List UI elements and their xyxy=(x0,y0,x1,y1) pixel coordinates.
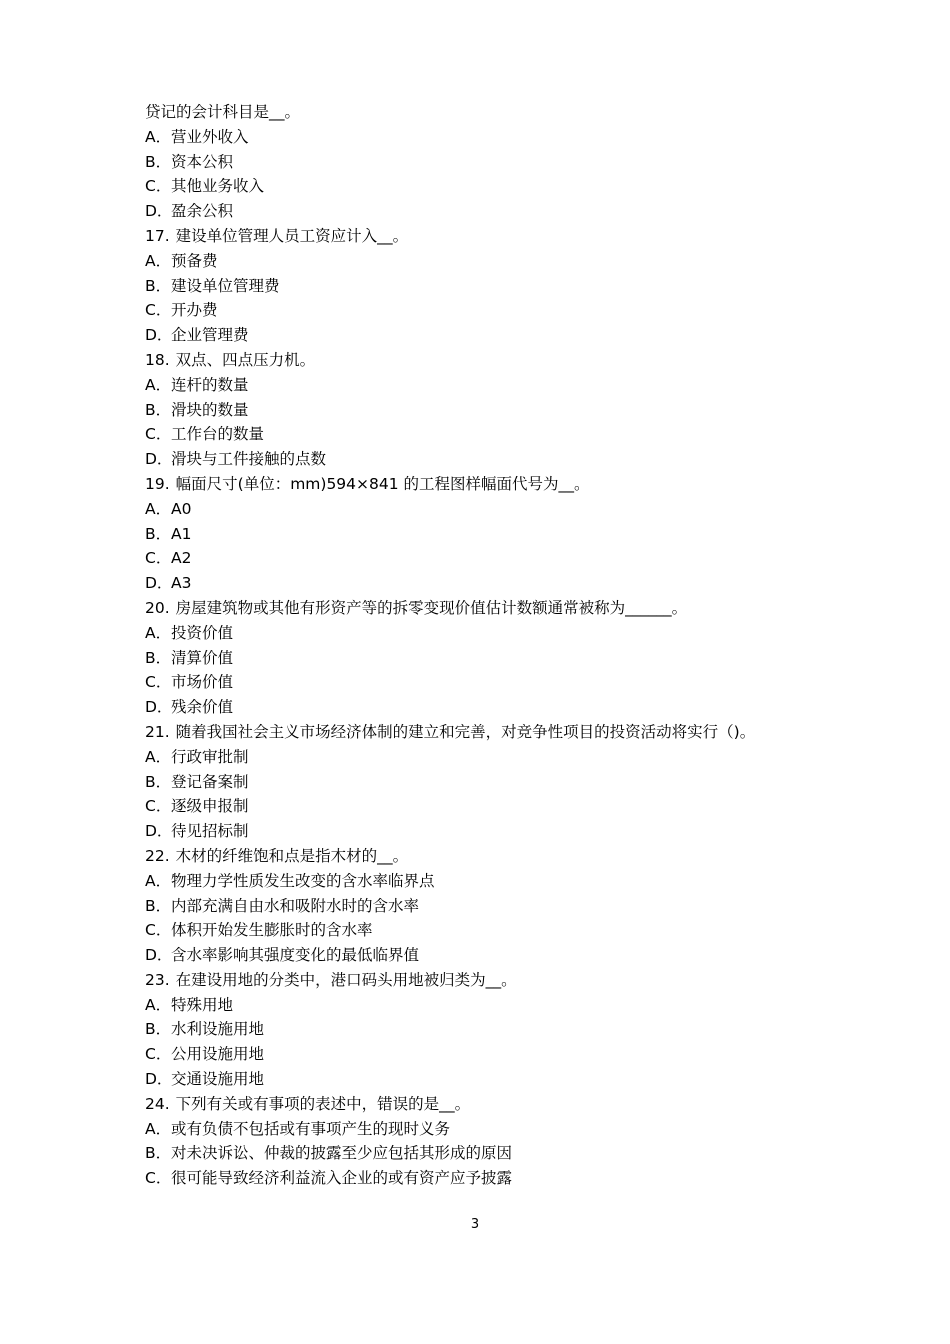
page-number: 3 xyxy=(470,1217,480,1232)
answer-option xyxy=(145,1166,825,1191)
option-text: 内部充满自由水和吸附水时的含水率 xyxy=(171,896,420,915)
option-text: 营业外收入 xyxy=(171,127,249,146)
option-text: 对未决诉讼、仲裁的披露至少应包括其形成的原因 xyxy=(171,1144,513,1163)
option-text: 登记备案制 xyxy=(171,772,249,791)
answer-option xyxy=(145,894,825,919)
option-letter: A． xyxy=(145,127,172,146)
answer-option xyxy=(145,546,825,571)
option-text: 物理力学性质发生改变的含水率临界点 xyxy=(171,871,435,890)
question-stem xyxy=(145,968,825,993)
option-text: 盈余公积 xyxy=(171,202,234,221)
option-text: 公用设施用地 xyxy=(171,1045,265,1064)
option-text: A1 xyxy=(171,524,192,543)
answer-option xyxy=(145,1017,825,1042)
option-text: A3 xyxy=(171,574,192,593)
question-text: 下列有关或有事项的表述中，错误的是__。 xyxy=(175,1094,471,1113)
answer-option xyxy=(145,621,825,646)
option-text: A0 xyxy=(171,499,192,518)
option-text: 清算价值 xyxy=(171,648,234,667)
option-text: 投资价值 xyxy=(171,623,234,642)
option-text: A2 xyxy=(171,549,192,568)
option-text: 开办费 xyxy=(171,301,218,320)
answer-option xyxy=(145,298,825,323)
answer-option xyxy=(145,373,825,398)
option-letter: A． xyxy=(145,499,172,518)
answer-option xyxy=(145,646,825,671)
answer-option xyxy=(145,943,825,968)
question-number: 20. xyxy=(145,598,170,617)
option-letter: A． xyxy=(145,375,172,394)
question-number: 23. xyxy=(145,970,170,989)
answer-option xyxy=(145,770,825,795)
question-continuation: 贷记的会计科目是__。 xyxy=(145,103,301,121)
option-text: 残余价值 xyxy=(171,698,234,717)
option-text: 其他业务收入 xyxy=(171,177,265,196)
answer-option xyxy=(145,199,825,224)
answer-option xyxy=(145,794,825,819)
option-letter: B． xyxy=(145,896,172,915)
question-number: 19. xyxy=(145,474,170,493)
question-number: 18. xyxy=(145,350,170,369)
question-stem xyxy=(145,348,825,373)
option-letter: C． xyxy=(145,673,172,692)
option-text: 交通设施用地 xyxy=(171,1070,265,1089)
answer-option xyxy=(145,1141,825,1166)
option-letter: A． xyxy=(145,747,172,766)
option-letter: D． xyxy=(145,202,173,221)
question-stem xyxy=(145,1092,825,1117)
option-letter: C． xyxy=(145,177,172,196)
answer-option xyxy=(145,745,825,770)
option-text: 资本公积 xyxy=(171,152,234,171)
answer-option xyxy=(145,274,825,299)
question-text: 随着我国社会主义市场经济体制的建立和完善，对竞争性项目的投资活动将实行（)。 xyxy=(175,722,756,741)
option-text: 预备费 xyxy=(171,251,218,270)
answer-option xyxy=(145,819,825,844)
question-text: 双点、四点压力机。 xyxy=(175,350,316,369)
answer-option xyxy=(145,918,825,943)
option-text: 待见招标制 xyxy=(171,822,249,841)
question-stem xyxy=(145,720,825,745)
answer-option xyxy=(145,993,825,1018)
option-letter: B． xyxy=(145,772,172,791)
option-text: 行政审批制 xyxy=(171,747,249,766)
option-text: 特殊用地 xyxy=(171,995,234,1014)
option-letter: B． xyxy=(145,400,172,419)
option-letter: D． xyxy=(145,1070,173,1089)
question-stem xyxy=(145,224,825,249)
option-letter: C． xyxy=(145,797,172,816)
option-letter: B． xyxy=(145,152,172,171)
option-text: 连杆的数量 xyxy=(171,375,249,394)
option-letter: B． xyxy=(145,1020,172,1039)
question-number: 17. xyxy=(145,226,170,245)
answer-option xyxy=(145,1042,825,1067)
option-text: 企业管理费 xyxy=(171,326,249,345)
option-letter: D． xyxy=(145,822,173,841)
option-letter: B． xyxy=(145,276,172,295)
answer-option xyxy=(145,323,825,348)
question-stem xyxy=(145,844,825,869)
answer-option xyxy=(145,125,825,150)
answer-option xyxy=(145,174,825,199)
option-text: 水利设施用地 xyxy=(171,1020,265,1039)
answer-option xyxy=(145,1067,825,1092)
document-body xyxy=(145,100,825,1191)
question-number: 21. xyxy=(145,722,170,741)
answer-option xyxy=(145,695,825,720)
question-text: 建设单位管理人员工资应计入__。 xyxy=(175,226,409,245)
option-text: 建设单位管理费 xyxy=(171,276,280,295)
option-letter: B． xyxy=(145,648,172,667)
answer-option xyxy=(145,497,825,522)
question-number: 24. xyxy=(145,1094,170,1113)
option-letter: A． xyxy=(145,1119,172,1138)
answer-option xyxy=(145,670,825,695)
answer-option xyxy=(145,398,825,423)
option-letter: C． xyxy=(145,921,172,940)
option-text: 滑块与工件接触的点数 xyxy=(171,450,327,469)
question-stem xyxy=(145,472,825,497)
option-text: 滑块的数量 xyxy=(171,400,249,419)
question-text: 在建设用地的分类中，港口码头用地被归类为__。 xyxy=(175,970,517,989)
answer-option xyxy=(145,522,825,547)
option-letter: A． xyxy=(145,995,172,1014)
option-letter: A． xyxy=(145,623,172,642)
answer-option xyxy=(145,150,825,175)
option-letter: C． xyxy=(145,1169,172,1188)
option-letter: D． xyxy=(145,698,173,717)
option-letter: C． xyxy=(145,549,172,568)
answer-option xyxy=(145,447,825,472)
option-letter: D． xyxy=(145,574,173,593)
answer-option xyxy=(145,249,825,274)
option-text: 逐级申报制 xyxy=(171,797,249,816)
question-number: 22. xyxy=(145,846,170,865)
option-letter: D． xyxy=(145,450,173,469)
option-letter: B． xyxy=(145,1144,172,1163)
option-text: 很可能导致经济利益流入企业的或有资产应予披露 xyxy=(171,1169,513,1188)
option-text: 或有负债不包括或有事项产生的现时义务 xyxy=(171,1119,451,1138)
answer-option xyxy=(145,422,825,447)
answer-option xyxy=(145,571,825,596)
option-letter: D． xyxy=(145,946,173,965)
option-letter: C． xyxy=(145,1045,172,1064)
option-letter: D． xyxy=(145,326,173,345)
option-text: 工作台的数量 xyxy=(171,425,265,444)
option-letter: C． xyxy=(145,425,172,444)
answer-option xyxy=(145,869,825,894)
option-letter: A． xyxy=(145,251,172,270)
question-text: 幅面尺寸(单位：mm)594×841 的工程图样幅面代号为__。 xyxy=(175,474,590,493)
option-letter: C． xyxy=(145,301,172,320)
question-text: 房屋建筑物或其他有形资产等的拆零变现价值估计数额通常被称为______。 xyxy=(175,598,688,617)
answer-option xyxy=(145,1117,825,1142)
option-text: 含水率影响其强度变化的最低临界值 xyxy=(171,946,420,965)
option-letter: B． xyxy=(145,524,172,543)
question-stem xyxy=(145,596,825,621)
option-text: 体积开始发生膨胀时的含水率 xyxy=(171,921,373,940)
option-text: 市场价值 xyxy=(171,673,234,692)
question-text: 木材的纤维饱和点是指木材的__。 xyxy=(175,846,409,865)
option-letter: A． xyxy=(145,871,172,890)
